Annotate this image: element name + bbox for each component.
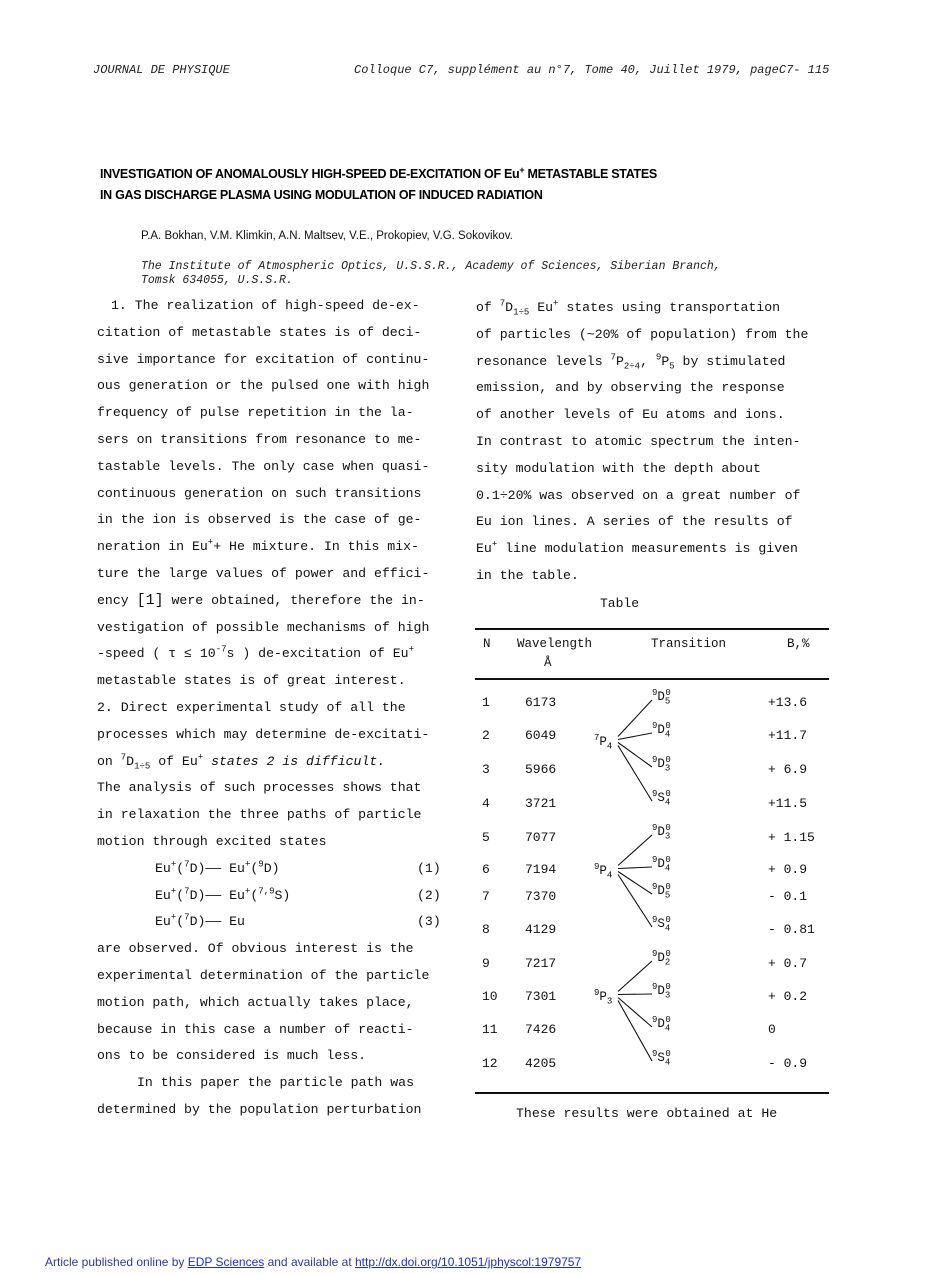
- text: resonance levels: [476, 353, 611, 369]
- text-line: in the ion is observed is the case of ge-: [97, 512, 422, 528]
- header-b: B,%: [787, 637, 810, 651]
- text: S: [657, 1051, 665, 1065]
- text: -speed ( τ ≤ 10: [97, 646, 216, 662]
- wavelength-cell: 5966: [525, 762, 557, 777]
- affiliation-line-2: Tomsk 634055, U.S.S.R.: [141, 274, 293, 287]
- sup: +: [170, 912, 177, 923]
- sup: 9: [652, 854, 658, 865]
- wavelength-cell: 6049: [525, 728, 557, 743]
- sub: 4: [606, 741, 613, 752]
- text: (: [176, 887, 185, 903]
- text: S: [657, 791, 665, 805]
- sup: 7: [594, 732, 600, 743]
- text: D: [657, 857, 665, 871]
- text: (: [250, 887, 259, 903]
- transition-line: [618, 1001, 652, 1062]
- text: D: [657, 984, 665, 998]
- text-line: sers on transitions from resonance to me-: [97, 431, 422, 447]
- wavelength-cell: 7301: [525, 989, 557, 1004]
- wavelength-cell: 7077: [525, 830, 557, 845]
- text-line: in relaxation the three paths of particle: [97, 807, 422, 823]
- wavelength-cell: 7194: [525, 862, 557, 877]
- text: P: [599, 864, 607, 878]
- sup: 9: [652, 822, 658, 833]
- b-value-cell: - 0.1: [768, 889, 808, 904]
- text: states 2 is difficult.: [203, 753, 386, 769]
- text: P: [661, 353, 670, 369]
- wavelength-cell: 7217: [525, 956, 557, 971]
- sup: 9: [655, 352, 662, 363]
- sub: 3: [664, 990, 671, 1001]
- wavelength-cell: 7426: [525, 1022, 557, 1037]
- sup: +: [244, 859, 251, 870]
- footer-text: Article published online by: [45, 1255, 188, 1269]
- sup: 7: [120, 752, 127, 763]
- text: Eu: [529, 300, 554, 315]
- sub: 4: [664, 1023, 671, 1034]
- sup: 0: [665, 881, 671, 892]
- wavelength-cell: 6173: [525, 695, 557, 710]
- sup: +: [170, 886, 177, 897]
- text-line: citation of metastable states is of deci-: [97, 324, 422, 340]
- sup: 0: [665, 822, 671, 833]
- text-line: emission, and by observing the response: [476, 380, 785, 396]
- sup: +: [553, 298, 559, 309]
- row-number: 2: [482, 728, 490, 743]
- edp-link[interactable]: EDP Sciences: [187, 1255, 265, 1269]
- b-value-cell: +13.6: [768, 695, 808, 710]
- row-number: 9: [482, 956, 490, 971]
- text: line modulation measurements is given: [497, 541, 798, 557]
- transition-line: [618, 994, 652, 995]
- text: D: [657, 723, 665, 737]
- transition-line: [618, 700, 652, 737]
- sup: 9: [652, 914, 658, 925]
- text: D: [657, 690, 665, 704]
- text: (: [176, 914, 185, 930]
- b-value-cell: + 0.2: [768, 989, 808, 1004]
- text: + He mixture. In this mix-: [213, 539, 419, 555]
- wavelength-cell: 4205: [525, 1056, 557, 1071]
- sub: 2÷4: [623, 361, 641, 372]
- text-line: determined by the population perturbation: [97, 1101, 422, 1117]
- sup: -7: [215, 644, 227, 655]
- b-value-cell: + 0.7: [768, 956, 808, 971]
- sup: 7: [610, 352, 616, 363]
- text: D: [657, 825, 665, 839]
- sup: 0: [665, 948, 671, 959]
- text-line: ous generation or the pulsed one with high: [97, 378, 430, 394]
- text: Eu: [155, 914, 171, 930]
- sub: 1÷5: [134, 761, 151, 772]
- text: by stimulated: [674, 353, 786, 369]
- b-value-cell: +11.7: [768, 728, 808, 743]
- text: P: [599, 990, 607, 1004]
- sub: 4: [606, 870, 613, 881]
- header-unit: Å: [544, 656, 552, 670]
- sup: +: [491, 539, 498, 550]
- text: D: [657, 757, 665, 771]
- header-wavelength: Wavelength: [517, 637, 593, 651]
- sup: 9: [594, 861, 600, 872]
- equation-number: (2): [417, 887, 441, 903]
- after-table-text: These results were obtained at He: [516, 1106, 778, 1121]
- text: ency: [97, 592, 137, 608]
- sup: 0: [665, 914, 671, 925]
- sup: 0: [665, 981, 671, 992]
- row-number: 12: [482, 1056, 498, 1071]
- text: D: [505, 300, 514, 315]
- b-value-cell: + 0.9: [768, 862, 808, 877]
- sub: 1÷5: [513, 307, 530, 318]
- sup: 7: [184, 886, 190, 897]
- b-value-cell: - 0.9: [768, 1056, 808, 1071]
- text-line: In this paper the particle path was: [137, 1075, 414, 1091]
- text: were obtained, therefore the in-: [163, 592, 425, 608]
- sup: 7,9: [258, 886, 275, 897]
- row-number: 5: [482, 830, 490, 845]
- sup: +: [207, 537, 214, 548]
- wavelength-cell: 4129: [525, 922, 557, 937]
- transition-line: [618, 867, 652, 869]
- text: (: [250, 860, 259, 876]
- sub: 3: [606, 996, 613, 1007]
- title-text: INVESTIGATION OF ANOMALOUSLY HIGH-SPEED DE-EXCITATION OF Eu: [100, 167, 520, 181]
- row-number: 8: [482, 922, 490, 937]
- text: S: [657, 917, 665, 931]
- sub: 4: [664, 923, 671, 934]
- footer: [45, 1255, 581, 1269]
- text: (: [176, 860, 185, 876]
- text-line: of particles (~20% of population) from the: [476, 326, 809, 342]
- sup: 0: [665, 788, 671, 799]
- text-line: metastable states is of great interest.: [97, 673, 406, 689]
- sub: 4: [664, 863, 671, 874]
- sup: 7: [184, 859, 190, 870]
- text-line: because in this case a number of reacti-: [97, 1021, 414, 1037]
- journal-name: JOURNAL DE PHYSIQUE: [93, 63, 230, 77]
- affiliation-line-1: The Institute of Atmospheric Optics, U.S.S.R., Academy of Sciences, Siberian Branch,: [141, 260, 721, 273]
- sup: 0: [665, 1048, 671, 1059]
- sup: 9: [652, 1014, 658, 1025]
- header-transition: Transition: [651, 637, 727, 651]
- wavelength-cell: 7370: [525, 889, 557, 904]
- transition-line: [618, 746, 652, 802]
- transition-line: [618, 733, 652, 740]
- sup: 0: [665, 687, 671, 698]
- text: Eu: [476, 541, 492, 557]
- header-n: N: [483, 637, 491, 651]
- sub: 2: [664, 957, 671, 968]
- paper-title-line-2: IN GAS DISCHARGE PLASMA USING MODULATION OF INDUCED RADIATION: [100, 188, 543, 202]
- row-number: 3: [482, 762, 490, 777]
- text-line: In contrast to atomic spectrum the inten-: [476, 433, 801, 449]
- text-line: in the table.: [476, 567, 579, 583]
- sup: 9: [652, 1048, 658, 1059]
- b-value-cell: +11.5: [768, 796, 808, 811]
- text: Eu: [155, 860, 171, 876]
- sup: 9: [652, 881, 658, 892]
- sup: 7: [184, 912, 190, 923]
- text: Eu: [155, 887, 171, 903]
- b-value-cell: + 6.9: [768, 762, 808, 777]
- title-sup: +: [519, 164, 525, 175]
- row-number: 11: [482, 1022, 498, 1037]
- sup: 9: [652, 754, 658, 765]
- sup: 9: [652, 788, 658, 799]
- text: S): [274, 887, 291, 903]
- colloque-info: Colloque C7, supplément au n°7, Tome 40, Juillet 1979, page: [354, 63, 779, 77]
- sup: 0: [665, 854, 671, 865]
- text-line: experimental determination of the particle: [97, 967, 430, 983]
- footer-text: and available at: [264, 1255, 355, 1269]
- sub: 4: [664, 797, 671, 808]
- text: neration in Eu: [97, 539, 208, 555]
- title-text-end: METASTABLE STATES: [524, 167, 657, 181]
- equation-number: (1): [417, 860, 441, 876]
- text-line: tastable levels. The only case when quasi-: [97, 458, 430, 474]
- sub: 5: [664, 696, 671, 707]
- sub: 4: [664, 1057, 671, 1068]
- text: D)—— Eu: [189, 887, 245, 903]
- reference-link[interactable]: [1]: [136, 591, 164, 609]
- text: states using transportation: [558, 300, 781, 315]
- text: D: [657, 884, 665, 898]
- sup: 9: [652, 948, 658, 959]
- sub: 4: [664, 729, 671, 740]
- text-line: The analysis of such processes shows that: [97, 780, 422, 796]
- row-number: 10: [482, 989, 498, 1004]
- wavelength-cell: 3721: [525, 796, 557, 811]
- doi-link[interactable]: http://dx.doi.org/10.1051/jphyscol:1979757: [354, 1255, 582, 1269]
- text-line: ons to be considered is much less.: [97, 1048, 367, 1064]
- sup: 9: [652, 720, 658, 731]
- sub: 3: [664, 831, 671, 842]
- text: D: [657, 1017, 665, 1031]
- text: of: [476, 300, 500, 315]
- text-line: frequency of pulse repetition in the la-: [97, 405, 414, 421]
- sub: 3: [664, 763, 671, 774]
- sup: +: [170, 859, 177, 870]
- text: P: [615, 353, 624, 369]
- sup: +: [244, 886, 251, 897]
- b-value-cell: - 0.81: [768, 922, 815, 937]
- authors: P.A. Bokhan, V.M. Klimkin, A.N. Maltsev, V.E., Prokopiev, V.G. Sokovikov.: [141, 230, 513, 242]
- sup: +: [197, 752, 204, 763]
- transition-line: [618, 998, 652, 1028]
- text-line: 2. Direct experimental study of all the: [97, 699, 406, 715]
- text-line: motion path, which actually takes place,: [97, 994, 414, 1010]
- transition-line: [618, 835, 652, 866]
- text: on: [97, 753, 121, 769]
- text-line: 0.1÷20% was observed on a great number of: [476, 487, 801, 503]
- table-caption: Table: [600, 596, 640, 611]
- text: D)—— Eu: [189, 914, 245, 930]
- transition-line: [618, 961, 652, 992]
- text-line: sive importance for excitation of continu-: [97, 351, 430, 367]
- sup: +: [408, 644, 414, 655]
- row-number: 6: [482, 862, 490, 877]
- text-line: Eu ion lines. A series of the results of: [476, 514, 793, 530]
- equation-number: (3): [417, 914, 441, 930]
- text: s ) de-excitation of Eu: [226, 646, 409, 662]
- text-line: vestigation of possible mechanisms of high: [97, 619, 430, 635]
- text: D): [263, 860, 280, 876]
- text-line: 1. The realization of high-speed de-ex-: [111, 298, 420, 313]
- sup: 9: [258, 859, 264, 870]
- b-value-cell: + 1.15: [768, 830, 815, 845]
- sup: 7: [499, 298, 506, 309]
- sub: 5: [664, 890, 671, 901]
- text: P: [599, 735, 607, 749]
- sup: 0: [665, 754, 671, 765]
- sup: 9: [652, 981, 658, 992]
- page-number: C7- 115: [778, 63, 830, 77]
- text: D: [126, 753, 135, 769]
- text-line: of another levels of Eu atoms and ions.: [476, 407, 785, 423]
- text-line: processes which may determine de-excitati-: [97, 726, 430, 742]
- text: D: [657, 951, 665, 965]
- text: ,: [640, 353, 656, 369]
- text-line: ture the large values of power and effici-: [97, 565, 430, 581]
- text: of Eu: [150, 753, 198, 769]
- text-line: motion through excited states: [97, 833, 327, 849]
- row-number: 7: [482, 889, 490, 904]
- text-line: are observed. Of obvious interest is the: [97, 941, 414, 957]
- sup: 0: [665, 720, 671, 731]
- sup: 9: [652, 687, 658, 698]
- sup: 9: [594, 987, 600, 998]
- text: D)—— Eu: [189, 860, 245, 876]
- text-line: sity modulation with the depth about: [476, 460, 761, 476]
- row-number: 1: [482, 695, 490, 710]
- row-number: 4: [482, 796, 490, 811]
- b-value-cell: 0: [768, 1022, 776, 1037]
- text-line: continuous generation on such transitions: [97, 485, 422, 501]
- sub: 5: [669, 361, 675, 372]
- sup: 0: [665, 1014, 671, 1025]
